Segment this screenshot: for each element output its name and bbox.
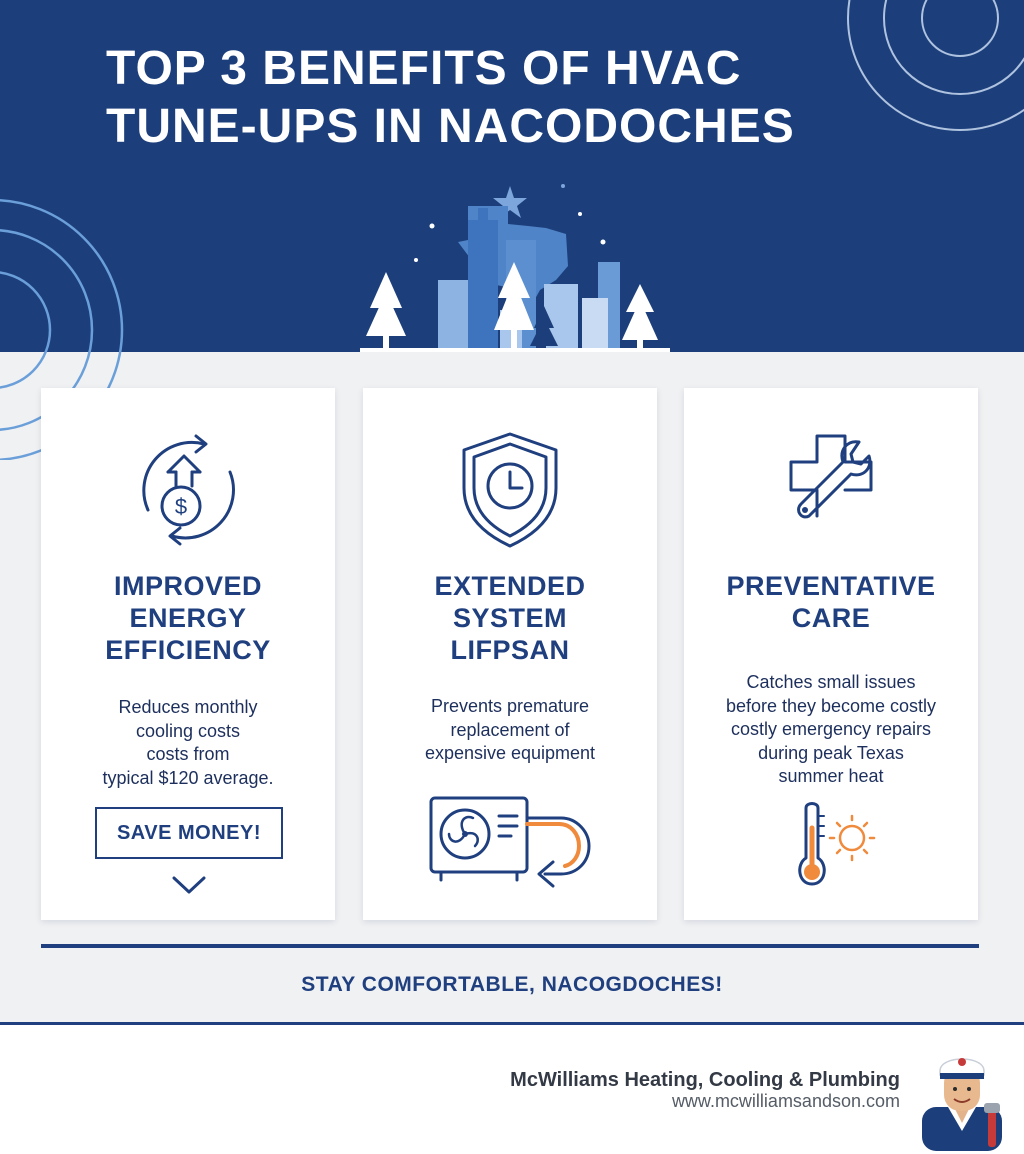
description-line: replacement of <box>450 719 570 740</box>
card-heading <box>51 570 325 666</box>
heading-line: CARE <box>791 603 871 633</box>
description-line: summer heat <box>778 766 884 786</box>
company-name: McWilliams Heating, Cooling & Plumbing <box>510 1069 900 1091</box>
description-line: Prevents premature <box>430 696 590 716</box>
heading-line: LIFPSAN <box>450 635 570 665</box>
heading-line: ENERGY <box>129 603 247 633</box>
tagline: STAY COMFORTABLE, NACOGDOCHES! <box>301 973 723 996</box>
description-line: Catches small issues <box>746 672 916 692</box>
description-line: costly emergency repairs <box>730 719 932 739</box>
plumber-mascot-icon <box>918 1047 1006 1151</box>
description-line: cooling costs <box>135 720 241 741</box>
description-line: typical $120 average. <box>102 767 274 788</box>
heading-line: EFFICIENCY <box>105 635 271 665</box>
pine-tree-icon <box>622 284 658 352</box>
card-description <box>55 696 321 790</box>
description-line: Reduces monthly <box>118 697 258 717</box>
card-heading <box>373 570 647 666</box>
money-cycle-icon <box>41 428 335 552</box>
website-link[interactable]: www.mcwilliamsandson.com <box>671 1091 900 1111</box>
pine-tree-icon <box>366 272 406 352</box>
heading-line: PREVENTATIVE <box>726 571 936 601</box>
benefit-card-energy <box>41 388 335 920</box>
description-line: before they become costly <box>725 695 937 716</box>
benefit-card-lifespan <box>363 388 657 920</box>
thermometer-sun-icon <box>788 798 884 894</box>
description-line: costs from <box>146 744 230 764</box>
title-line-2: TUNE-UPS IN NACODOCHES <box>106 100 795 153</box>
shield-clock-icon <box>363 428 657 552</box>
chevron-down-icon[interactable] <box>171 874 207 896</box>
benefit-card-preventative <box>684 388 978 920</box>
section-divider <box>41 944 979 948</box>
wrench-cross-icon <box>684 428 978 552</box>
texas-skyline-illustration <box>360 180 670 352</box>
footer <box>0 1025 1024 1154</box>
card-heading <box>694 570 968 634</box>
ac-unit-return-icon <box>427 792 597 892</box>
hero-banner <box>0 0 1024 352</box>
save-money-button[interactable]: SAVE MONEY! <box>95 807 283 859</box>
card-description <box>377 695 643 766</box>
description-line: during peak Texas <box>758 742 904 763</box>
svg-text:$: $ <box>174 494 188 519</box>
card-description <box>698 671 964 789</box>
heading-line: IMPROVED <box>113 571 263 601</box>
title-line-1: TOP 3 BENEFITS OF HVAC <box>106 42 742 95</box>
description-line: expensive equipment <box>424 743 596 763</box>
heading-line: SYSTEM <box>452 603 568 633</box>
heading-line: EXTENDED <box>434 571 586 601</box>
page-title <box>106 40 906 156</box>
